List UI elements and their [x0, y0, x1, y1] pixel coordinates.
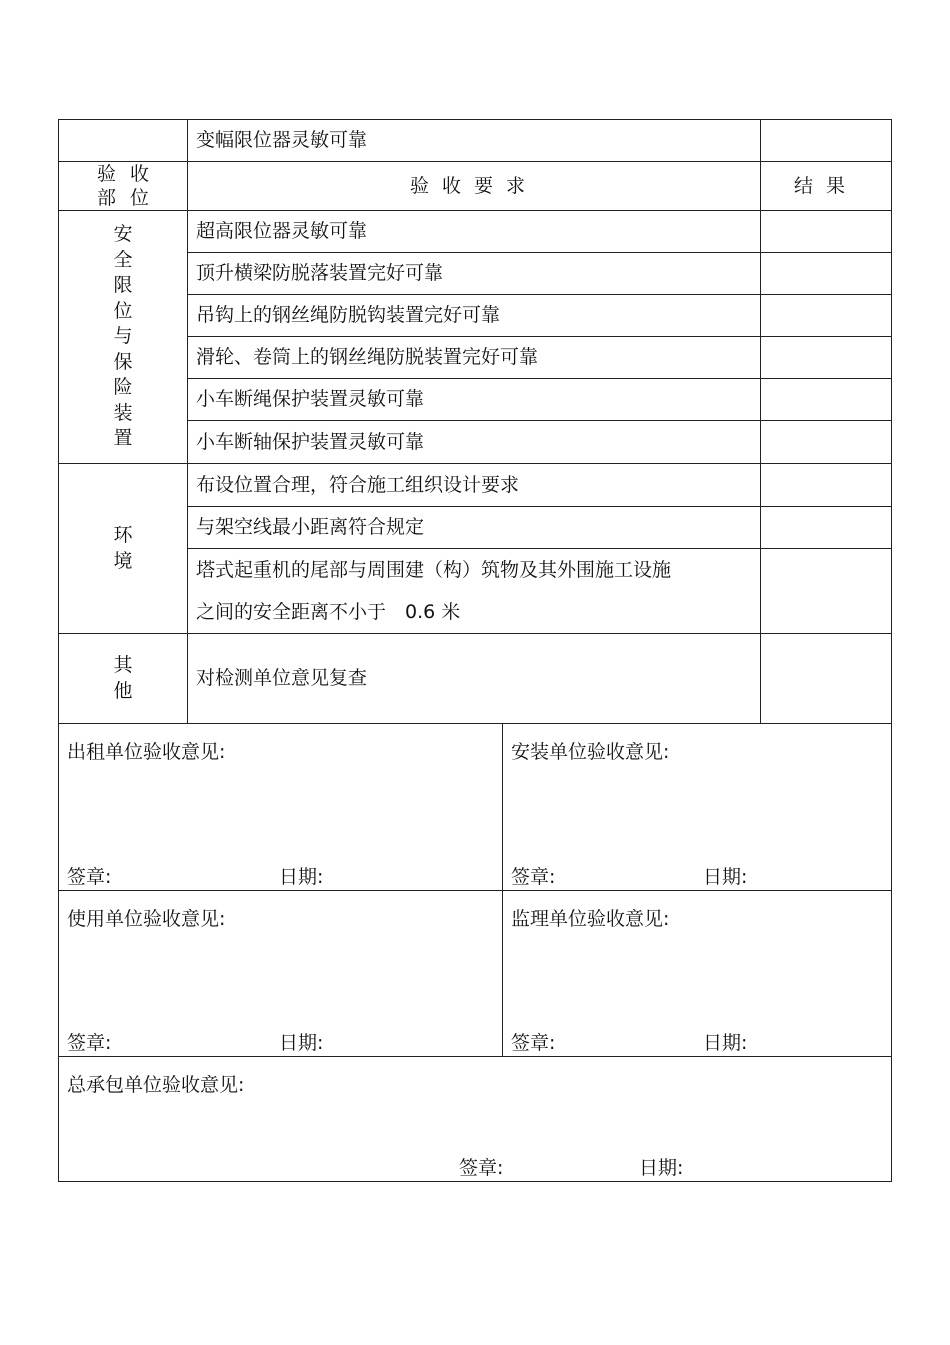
result-cell[interactable]	[761, 464, 892, 507]
result-cell[interactable]	[761, 507, 892, 549]
date-label: 日期:	[703, 866, 748, 888]
category-char: 保	[113, 350, 133, 373]
result-cell[interactable]	[761, 211, 892, 253]
seal-label: 签章:	[67, 1032, 112, 1054]
signoff-title: 安装单位验收意见:	[511, 741, 670, 763]
category-char: 他	[113, 679, 133, 702]
category-char: 置	[113, 427, 133, 450]
date-label: 日期:	[279, 866, 324, 888]
signoff-general-contractor[interactable]	[59, 1057, 892, 1182]
requirement-cell	[188, 634, 761, 724]
category-char: 与	[113, 325, 133, 348]
seal-label: 签章:	[459, 1157, 504, 1179]
requirement-text: 超高限位器灵敏可靠	[196, 220, 368, 242]
requirement-line: 之间的安全距离不小于 0.6 米	[196, 601, 461, 623]
signoff-title: 监理单位验收意见:	[511, 908, 670, 930]
signoff-rental[interactable]	[59, 724, 503, 891]
requirement-text: 小车断轴保护装置灵敏可靠	[196, 430, 425, 453]
category-safety-limits	[59, 211, 188, 464]
signoff-row	[59, 1057, 892, 1182]
requirement-cell	[188, 120, 761, 162]
table-row	[59, 634, 892, 724]
requirement-text: 滑轮、卷筒上的钢丝绳防脱装置完好可靠	[196, 346, 539, 368]
category-char: 险	[113, 376, 133, 399]
requirement-cell	[188, 337, 761, 379]
date-label: 日期:	[703, 1032, 748, 1054]
requirement-text: 变幅限位器灵敏可靠	[196, 129, 368, 151]
category-char: 装	[113, 401, 133, 424]
result-cell[interactable]	[761, 120, 892, 162]
result-cell[interactable]	[761, 421, 892, 464]
requirement-line: 塔式起重机的尾部与周围建（构）筑物及其外围施工设施	[196, 559, 672, 581]
category-char: 境	[113, 549, 133, 572]
header-inspection-part	[59, 162, 188, 211]
signoff-user[interactable]	[59, 891, 503, 1057]
requirement-cell	[188, 211, 761, 253]
requirement-text: 对检测单位意见复查	[196, 667, 368, 689]
requirement-text: 布设位置合理，符合施工组织设计要求	[196, 473, 520, 496]
header-row	[59, 162, 892, 211]
requirement-cell	[188, 253, 761, 295]
result-cell[interactable]	[761, 253, 892, 295]
category-char: 全	[113, 248, 133, 271]
seal-label: 签章:	[67, 866, 112, 888]
table-row	[59, 120, 892, 162]
requirement-cell	[188, 549, 761, 634]
acceptance-table	[58, 119, 892, 1182]
seal-label: 签章:	[511, 1032, 556, 1054]
header-part-line1: 验收	[96, 163, 163, 185]
category-environment	[59, 464, 188, 634]
result-cell[interactable]	[761, 549, 892, 634]
requirement-cell	[188, 379, 761, 421]
signoff-row	[59, 891, 892, 1057]
header-result: 结果	[761, 162, 892, 211]
signoff-row	[59, 724, 892, 891]
result-cell[interactable]	[761, 379, 892, 421]
requirement-text: 吊钩上的钢丝绳防脱钩装置完好可靠	[196, 304, 501, 326]
signoff-title: 总承包单位验收意见:	[67, 1074, 245, 1096]
signoff-title: 出租单位验收意见:	[67, 741, 226, 763]
requirement-multiline	[188, 549, 760, 633]
category-char: 限	[113, 274, 133, 297]
result-cell[interactable]	[761, 337, 892, 379]
category-other	[59, 634, 188, 724]
header-requirement: 验收要求	[188, 162, 761, 211]
result-cell[interactable]	[761, 634, 892, 724]
requirement-cell	[188, 507, 761, 549]
requirement-text: 顶升横梁防脱落装置完好可靠	[196, 262, 444, 284]
date-label: 日期:	[639, 1157, 684, 1179]
header-part-line2: 部位	[96, 187, 163, 209]
signoff-supervisor[interactable]	[503, 891, 892, 1057]
signoff-install[interactable]	[503, 724, 892, 891]
table-row	[59, 211, 892, 253]
category-cell-empty	[59, 120, 188, 162]
category-char: 环	[113, 524, 133, 546]
requirement-text: 与架空线最小距离符合规定	[196, 516, 425, 538]
category-char: 位	[113, 299, 133, 322]
requirement-cell	[188, 421, 761, 464]
category-char: 其	[113, 654, 133, 676]
result-cell[interactable]	[761, 295, 892, 337]
seal-label: 签章:	[511, 866, 556, 888]
requirement-cell	[188, 464, 761, 507]
date-label: 日期:	[279, 1032, 324, 1054]
signoff-title: 使用单位验收意见:	[67, 908, 226, 930]
table-row	[59, 464, 892, 507]
requirement-text: 小车断绳保护装置灵敏可靠	[196, 388, 425, 410]
category-char: 安	[113, 223, 133, 246]
requirement-cell	[188, 295, 761, 337]
